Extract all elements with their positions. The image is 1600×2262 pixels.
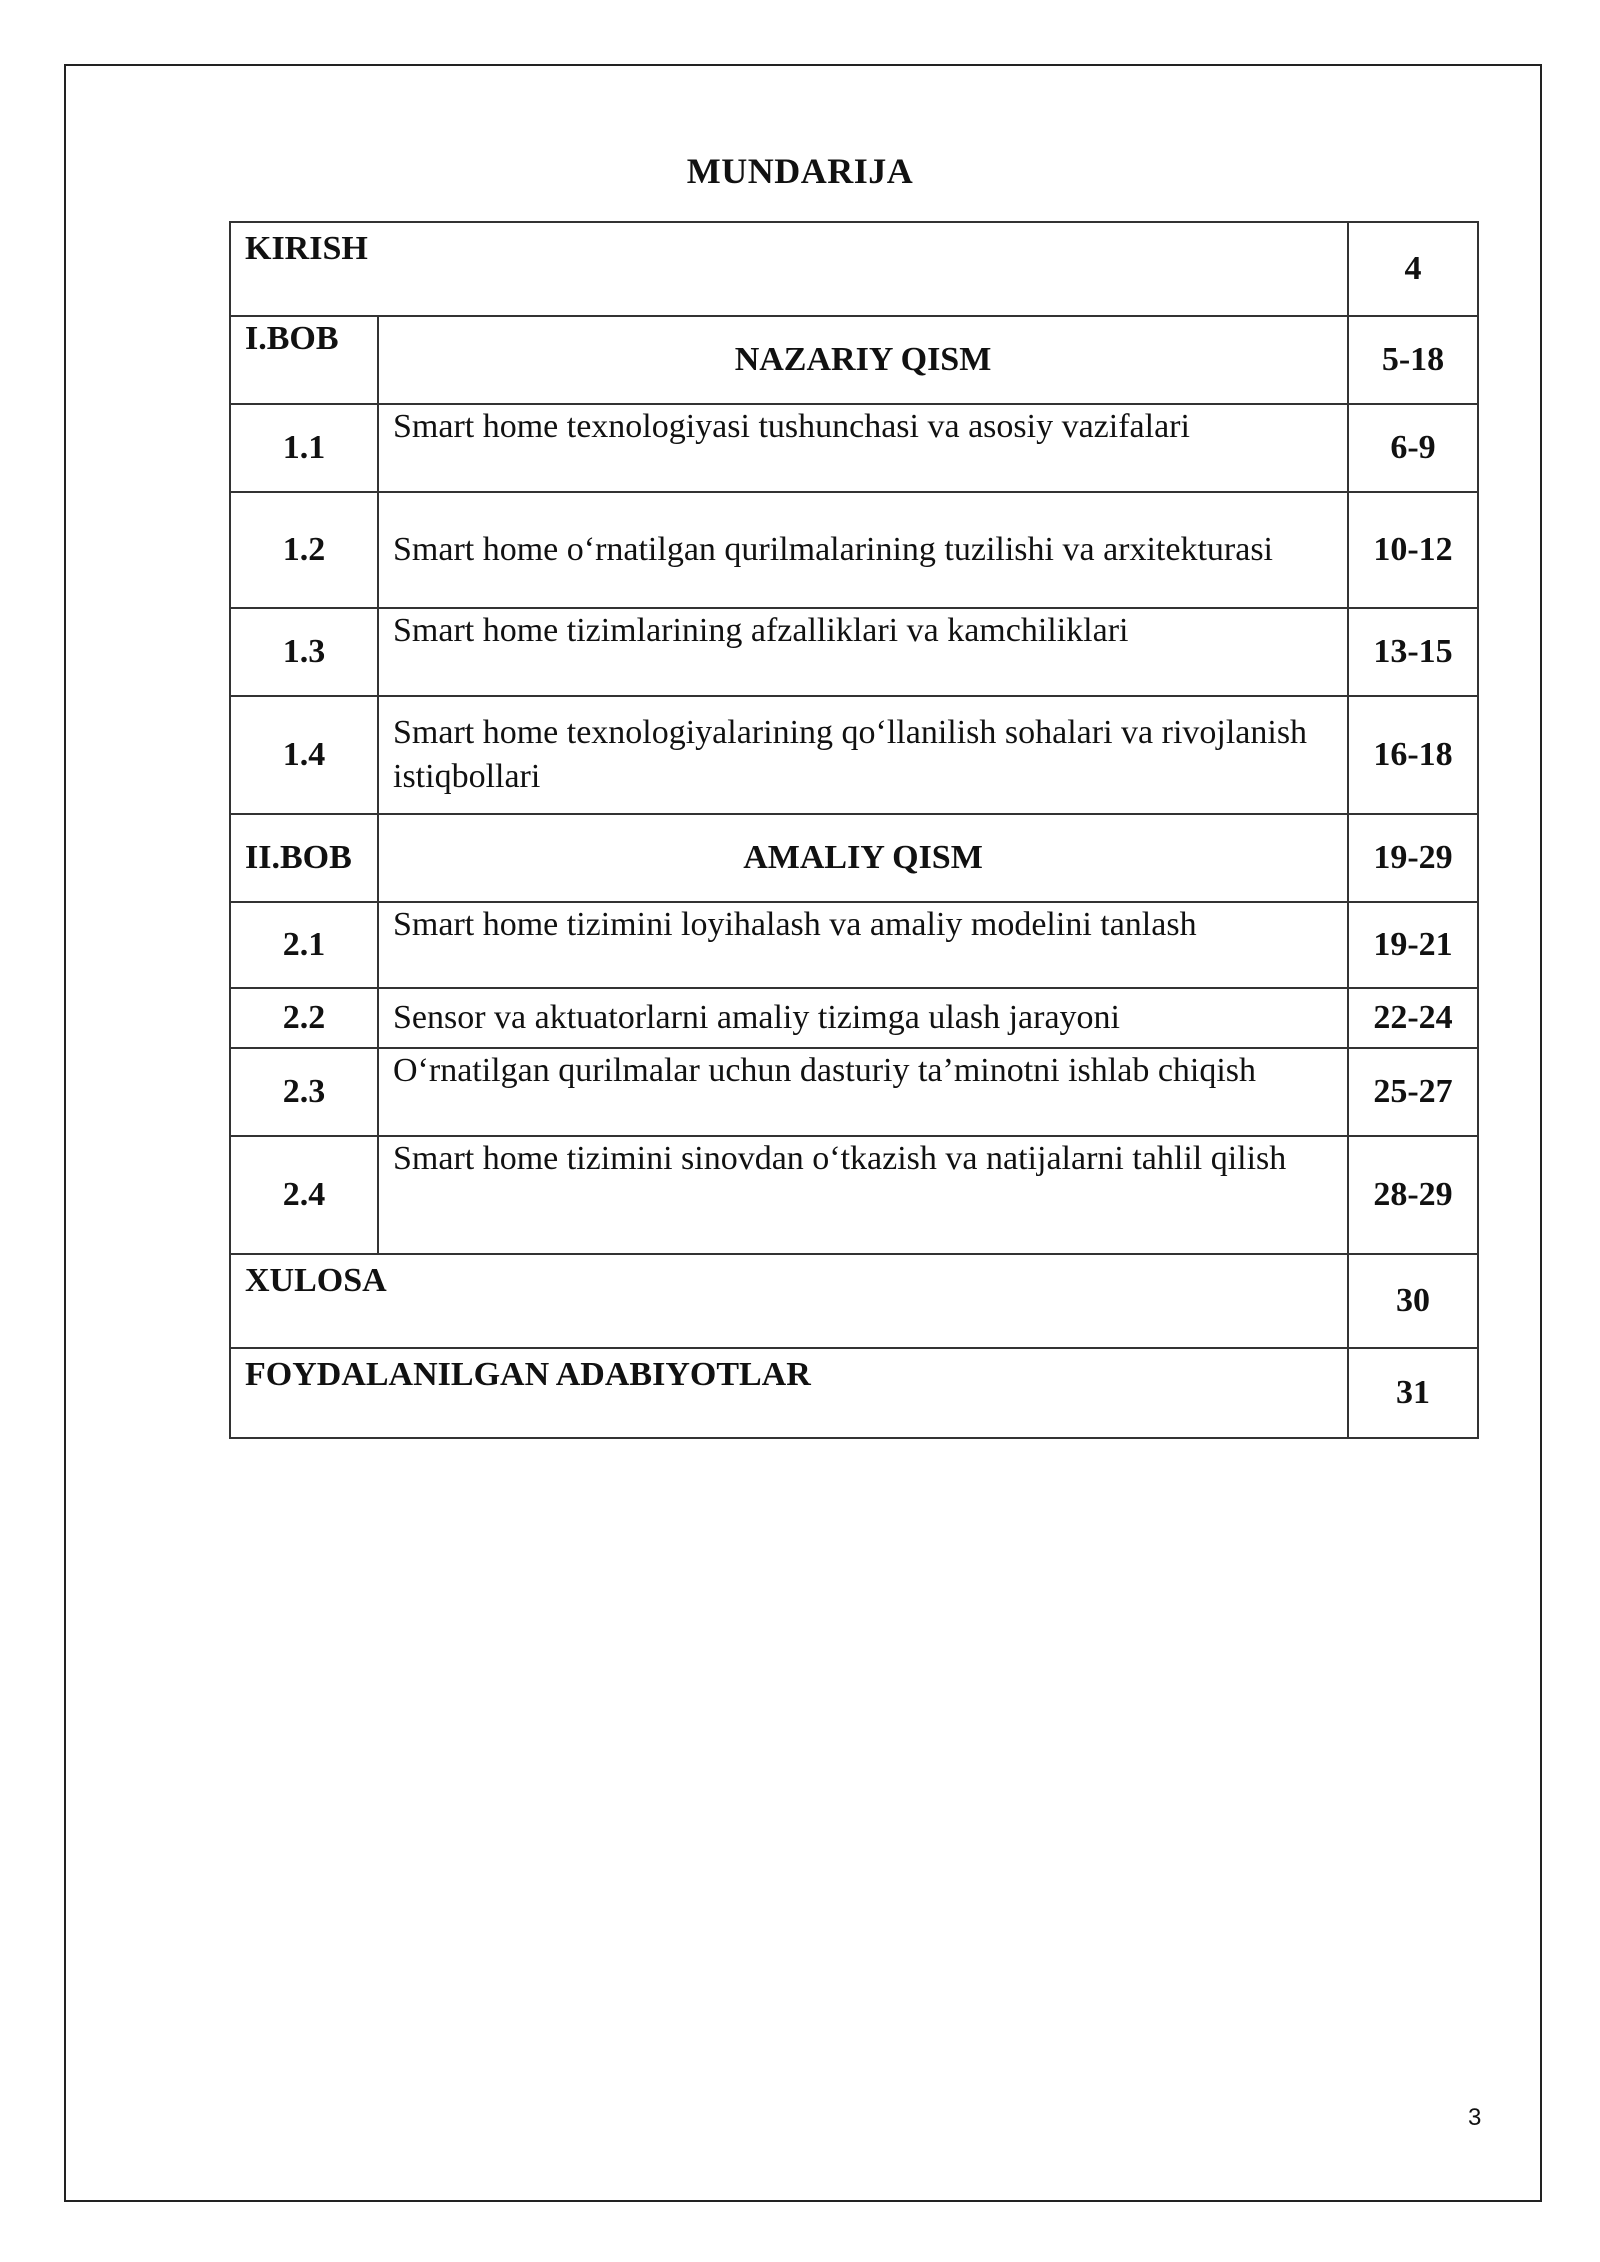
toc-row-chapter1: [230, 316, 1478, 404]
toc-conclusion-page: 30: [1348, 1254, 1478, 1348]
toc-chapter1-title: NAZARIY QISM: [378, 316, 1348, 404]
toc-section-pages: 19-21: [1348, 902, 1478, 988]
toc-section-number: 1.1: [230, 404, 378, 492]
toc-section-pages: 25-27: [1348, 1048, 1478, 1136]
toc-section-title: Smart home texnologiyalarining qo‘llanilish sohalari va rivojlanish istiqbollari: [378, 696, 1348, 814]
toc-section-title: O‘rnatilgan qurilmalar uchun dasturiy ta’minotni ishlab chiqish: [378, 1048, 1348, 1136]
toc-section-number: 2.2: [230, 988, 378, 1048]
toc-section-pages: 16-18: [1348, 696, 1478, 814]
toc-row-references: [230, 1348, 1478, 1438]
toc-section-title: Smart home tizimini loyihalash va amaliy modelini tanlash: [378, 902, 1348, 988]
toc-chapter1-pages: 5-18: [1348, 316, 1478, 404]
toc-section-title: Smart home o‘rnatilgan qurilmalarining tuzilishi va arxitekturasi: [378, 492, 1348, 608]
toc-section-number: 2.3: [230, 1048, 378, 1136]
toc-section-title: Sensor va aktuatorlarni amaliy tizimga ulash jarayoni: [378, 988, 1348, 1048]
toc-row-section: [230, 1136, 1478, 1254]
toc-conclusion-title: XULOSA: [230, 1254, 1348, 1348]
page-number: 3: [1468, 2104, 1482, 2131]
toc-section-number: 1.4: [230, 696, 378, 814]
toc-chapter2-label: II.BOB: [230, 814, 378, 902]
toc-row-section: [230, 988, 1478, 1048]
table-of-contents: [229, 221, 1479, 1439]
toc-row-chapter2: [230, 814, 1478, 902]
document-title: MUNDARIJA: [686, 151, 914, 191]
toc-row-section: [230, 902, 1478, 988]
toc-section-pages: 13-15: [1348, 608, 1478, 696]
toc-row-intro: [230, 222, 1478, 316]
toc-chapter2-pages: 19-29: [1348, 814, 1478, 902]
toc-row-section: [230, 492, 1478, 608]
toc-section-number: 1.2: [230, 492, 378, 608]
toc-references-page: 31: [1348, 1348, 1478, 1438]
toc-row-section: [230, 1048, 1478, 1136]
toc-references-title: FOYDALANILGAN ADABIYOTLAR: [230, 1348, 1348, 1438]
toc-section-pages: 6-9: [1348, 404, 1478, 492]
toc-section-number: 2.1: [230, 902, 378, 988]
toc-section-title: Smart home tizimini sinovdan o‘tkazish va natijalarni tahlil qilish: [378, 1136, 1348, 1254]
toc-row-conclusion: [230, 1254, 1478, 1348]
toc-chapter1-label: I.BOB: [230, 316, 378, 404]
toc-section-pages: 28-29: [1348, 1136, 1478, 1254]
toc-chapter2-title: AMALIY QISM: [378, 814, 1348, 902]
toc-section-pages: 10-12: [1348, 492, 1478, 608]
toc-row-section: [230, 404, 1478, 492]
toc-section-pages: 22-24: [1348, 988, 1478, 1048]
toc-section-title: Smart home texnologiyasi tushunchasi va asosiy vazifalari: [378, 404, 1348, 492]
toc-row-section: [230, 608, 1478, 696]
toc-section-number: 2.4: [230, 1136, 378, 1254]
toc-intro-title: KIRISH: [230, 222, 1348, 316]
toc-intro-page: 4: [1348, 222, 1478, 316]
toc-section-number: 1.3: [230, 608, 378, 696]
toc-row-section: [230, 696, 1478, 814]
toc-section-title: Smart home tizimlarining afzalliklari va kamchiliklari: [378, 608, 1348, 696]
